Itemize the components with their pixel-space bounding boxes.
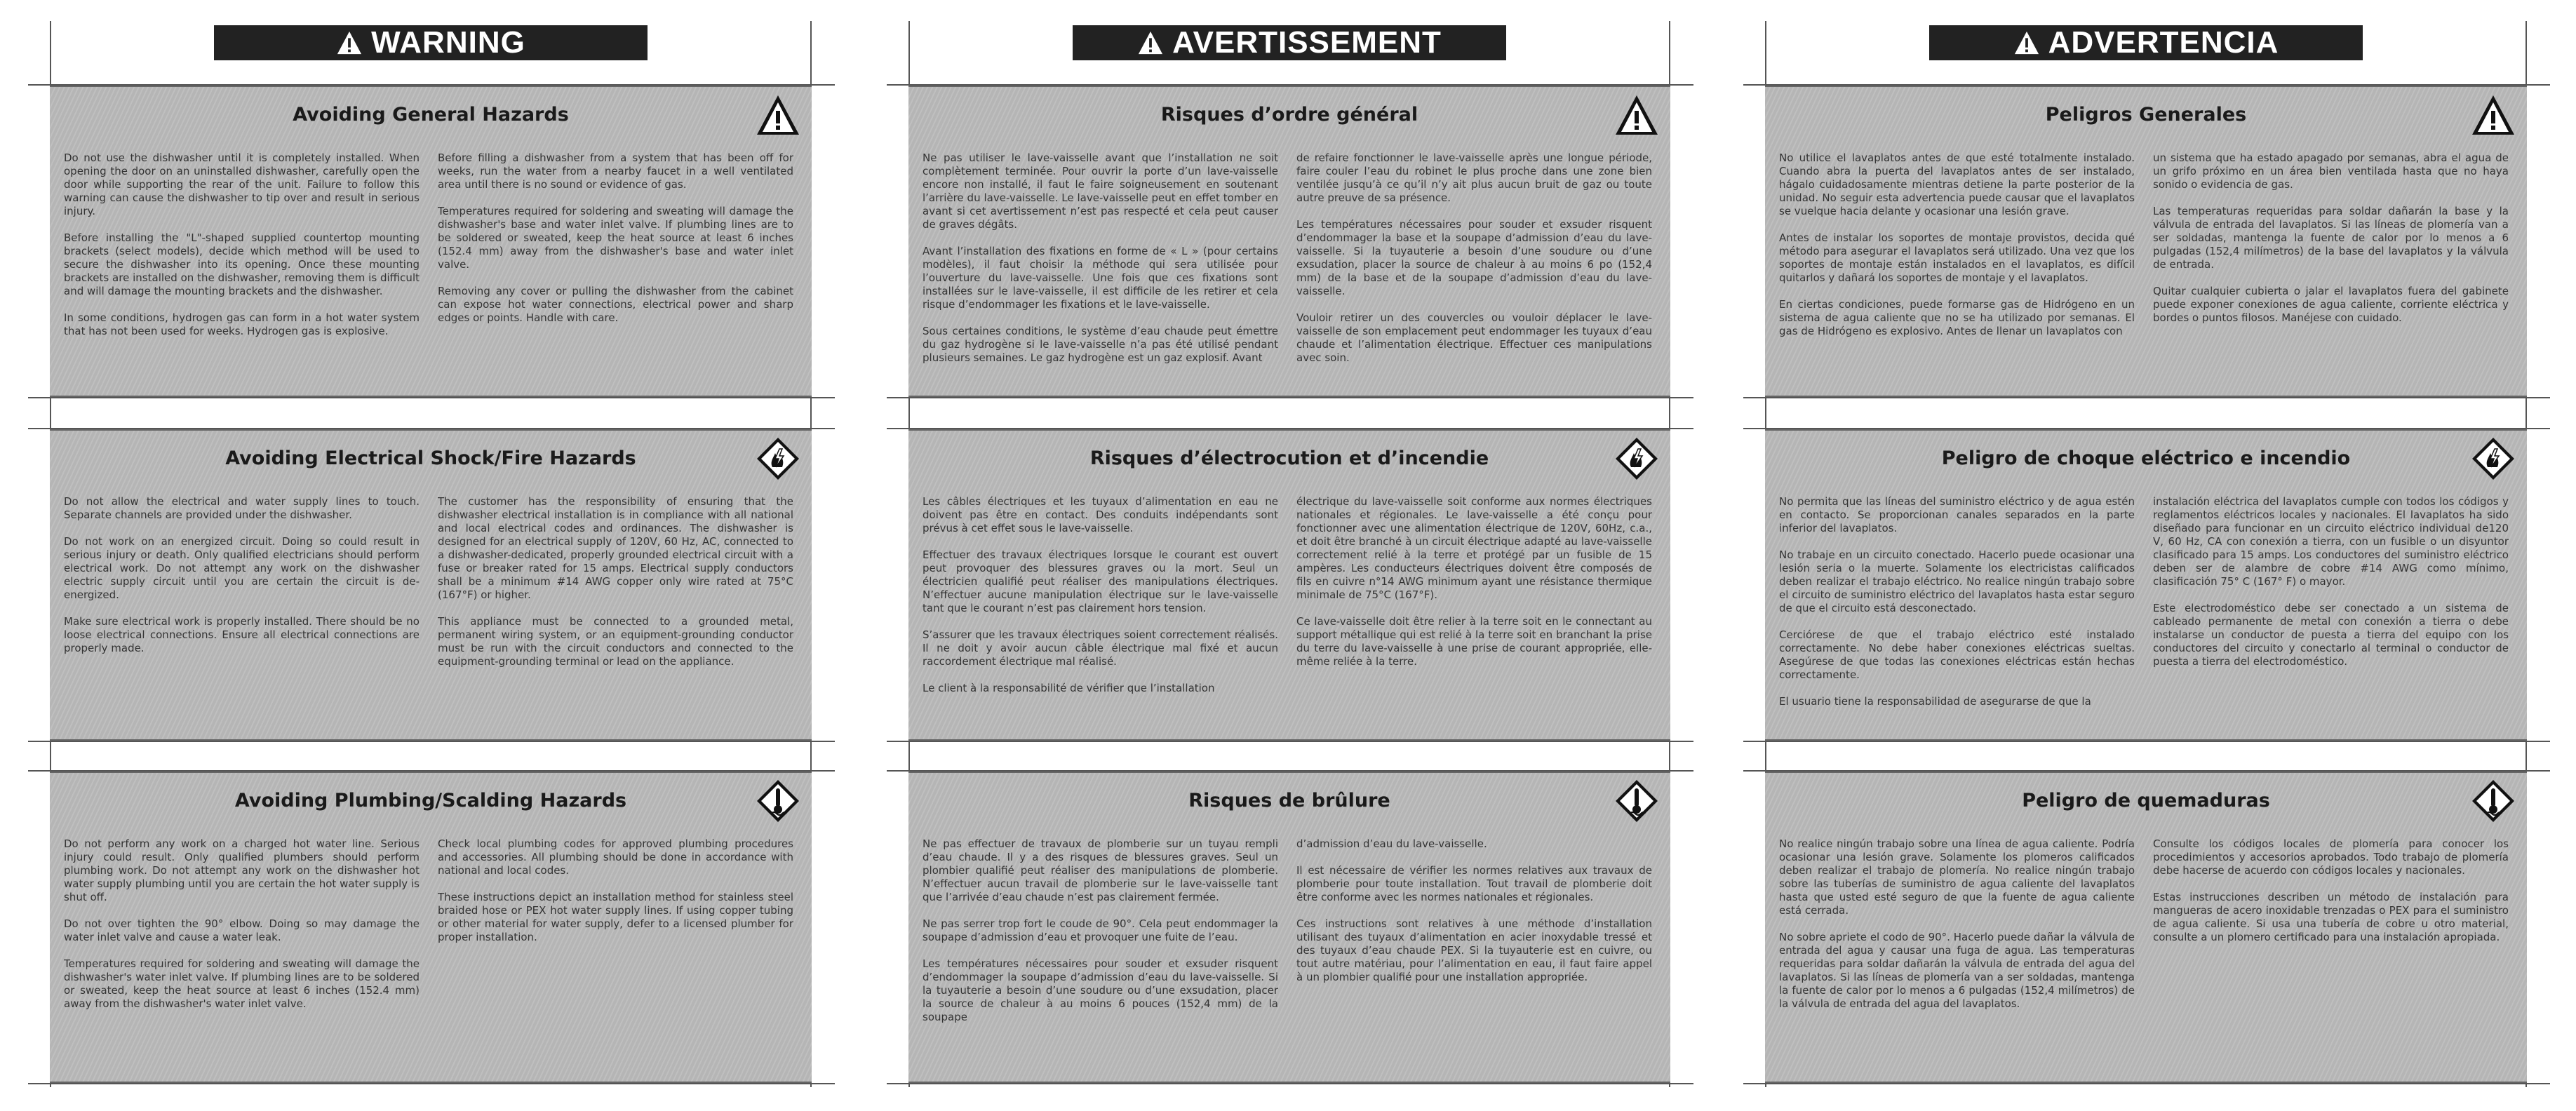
panel-general-hazards (1765, 86, 2527, 397)
panel-title: Risques d’électrocution et d’incendie (1089, 447, 1489, 469)
paragraph: Do not use the dishwasher until it is completely installed. When opening the door on an uninstalled dishwasher, carefully open the door while supporting the rear of the unit. Failure to follow this warning can cause the dishwasher to tip over and result in serious injury. (64, 152, 420, 217)
frame-line (28, 770, 835, 772)
frame-line (28, 428, 835, 429)
thermometer-icon (2471, 779, 2516, 823)
banner-title: WARNING (371, 25, 525, 60)
text-column-left (1779, 152, 2135, 383)
paragraph: The customer has the responsibility of ensuring that the dishwasher electrical installation is in compliance with all national and local electrical codes and ordinances. The dishwasher is designed for an electrical supply of 120V, 60 Hz, AC, connected to a dishwasher-dedicated, properly grounded electrical circuit with a fuse or breaker rated for 15 amps. Electrical supply conductors shall be a minimum #14 AWG copper only wire rated at 75°C (167°F) or higher. (438, 495, 793, 601)
panel-electrical-hazards (50, 429, 812, 741)
text-column-right (1296, 152, 1652, 383)
text-column-left (1779, 495, 2135, 727)
paragraph: In some conditions, hydrogen gas can form in a hot water system that has not been used for weeks. Hydrogen gas is explosive. (64, 311, 420, 337)
paragraph: Estas instrucciones describen un método de instalación para mangueras de acero inoxidable trenzadas o PEX para el suministro de agua caliente. Si usa una tubería de cobre u otro material, consulte a un plomero certificado para una instalación apropiada. (2153, 891, 2509, 943)
frame-line (1743, 741, 2550, 742)
frame-line (1743, 770, 2550, 772)
paragraph: Avant l’installation des fixations en forme de « L » (pour certains modèles), il faut choisir la méthode qui sera utilisée pour l’ouverture du lave-vaisselle. Une fois que ces fixations sont installées sur le lave-vaisselle, il est difficile de les retirer et cela risque d’endommager les fixations et le lave-vaisselle. (923, 245, 1278, 311)
warning-icon (336, 29, 363, 56)
text-column-left (923, 495, 1278, 727)
paragraph: Les câbles électriques et les tuyaux d’alimentation en eau ne doivent pas être en contact. Des conduits indépendants sont prévus à cet effet sous le lave-vaisselle. (923, 495, 1278, 534)
panel-title: Avoiding Plumbing/Scalding Hazards (234, 790, 627, 812)
paragraph: Les températures nécessaires pour souder et exsuder risquent d’endommager la soupape d’admission d’eau du lave-vaisselle. Si la tuyauterie a besoin d’une soudure ou d’une exsudation, placer la source de chaleur à au moins 6 pouces (152,4 mm) de la soupape (923, 957, 1278, 1023)
text-column-right (438, 837, 793, 1069)
paragraph: Este electrodoméstico debe ser conectado a un sistema de cableado permanente de metal con conexión a tierra o debe instalarse un conductor de puesta a tierra del equipo con los conductores del circuito y conectarlo al terminal o conductor de puesta a tierra del electrodoméstico. (2153, 602, 2509, 668)
electrical-fire-icon (756, 436, 800, 481)
text-column-right (2153, 495, 2509, 727)
panel-title: Risques de brûlure (1188, 790, 1390, 812)
warning-triangle-icon (2471, 93, 2516, 137)
text-column-right (438, 495, 793, 727)
panel-electrical-hazards (1765, 429, 2527, 741)
thermometer-icon (756, 779, 800, 823)
frame-line (28, 397, 835, 398)
panel-title: Avoiding Electrical Shock/Fire Hazards (225, 447, 636, 469)
text-column-left (923, 837, 1278, 1069)
paragraph: En ciertas condiciones, puede formarse gas de Hidrógeno en un sistema de agua caliente que no se ha utilizado por semanas. El gas de Hidrógeno es explosivo. Antes de llenar un lavaplatos con (1779, 298, 2135, 337)
paragraph: Ne pas serrer trop fort le coude de 90°. Cela peut endommager la soupape d’admission d’eau et provoquer une fuite de l’eau. (923, 917, 1278, 943)
paragraph: Before installing the "L"-shaped supplied countertop mounting brackets (select models), decide which method will be used to secure the dishwasher into its opening. Once these mounting brackets are installed on the dishwasher, removing them is difficult and will damage the mounting brackets and the dishwasher. (64, 231, 420, 297)
text-column-left (923, 152, 1278, 383)
paragraph: Las temperaturas requeridas para soldar dañarán la base y la válvula de entrada del lavaplatos. Si las líneas de plomería van a ser soldadas, mantenga la fuente de calor por lo menos a 6 pulgadas (152,4 milímetros) de la base del lavaplatos y la válvula de entrada. (2153, 205, 2509, 271)
text-column-right (1296, 837, 1652, 1069)
paragraph: Il est nécessaire de vérifier les normes relatives aux travaux de plomberie pour toute installation. Tout travail de plomberie doit être conforme avec les normes nationales et régionales. (1296, 864, 1652, 903)
panel-general-hazards (50, 86, 812, 397)
paragraph: Do not allow the electrical and water supply lines to touch. Separate channels are provided under the dishwasher. (64, 495, 420, 521)
paragraph: Consulte los códigos locales de plomería para conocer los procedimientos y accesorios aprobados. Todo trabajo de plomería debe hacerse de acuerdo con códigos locales y nacionales. (2153, 837, 2509, 877)
paragraph: Les températures nécessaires pour souder et exsuder risquent d’endommager la base et la soupape d’admission d’eau du lave-vaisselle. Si la tuyauterie a besoin d’une soudure ou d’une exsudation, placer la source de chaleur à au moins 6 po (152,4 mm) de la base et de la soupape d’admission d’eau du lave-vaisselle. (1296, 218, 1652, 297)
frame-line (1743, 397, 2550, 398)
text-column-left (64, 152, 420, 383)
paragraph: Removing any cover or pulling the dishwasher from the cabinet can expose hot water connections, electrical power and sharp edges or points. Handle with care. (438, 285, 793, 324)
frame-line (1743, 84, 2550, 86)
panel-general-hazards (908, 86, 1670, 397)
text-column-right (438, 152, 793, 383)
warning-banner (214, 25, 648, 60)
frame-line (1743, 428, 2550, 429)
panel-title: Avoiding General Hazards (293, 104, 569, 126)
banner-title: AVERTISSEMENT (1172, 25, 1442, 60)
paragraph: Sous certaines conditions, le système d’eau chaude peut émettre du gaz hydrogène si le lave-vaisselle n’a pas été utilisé pendant plusieurs semaines. Le gaz hydrogène est un gaz explosif. Avant (923, 325, 1278, 364)
panel-title: Peligro de choque eléctrico e incendio (1941, 447, 2351, 469)
frame-line (28, 1083, 835, 1084)
text-column-right (2153, 152, 2509, 383)
paragraph: No trabaje en un circuito conectado. Hacerlo puede ocasionar una lesión seria o la muerte. Solamente los electricistas calificados deben realizar el trabajo eléctrico. No realice ningún trabajo sobre el circuito de suministro eléctrico del lavaplatos hasta estar seguro de que el circuito está desconectado. (1779, 548, 2135, 614)
paragraph: Do not perform any work on a charged hot water line. Serious injury could result. Only qualified plumbers should perform plumbing work. Do not attempt any work on the dishwasher hot water supply plumbing until you are certain the hot water supply is shut off. (64, 837, 420, 903)
paragraph: électrique du lave-vaisselle soit conforme aux normes électriques nationales et régionales. Le lave-vaisselle a été conçu pour fonctionner avec une alimentation électrique de 120V, 60Hz, c.a., et doit être branché à un circuit électrique adapté au lave-vaisselle correctement relié à la terre et protégé par un fusible de 15 ampères. Les conducteurs électriques doivent être composés de fils en cuivre n°14 AWG minimum ayant une résistance thermique minimale de 75°C (167°F). (1296, 495, 1652, 601)
warning-triangle-icon (1614, 93, 1659, 137)
paragraph: Ces instructions sont relatives à une méthode d’installation utilisant des tuyaux d’alimentation en acier inoxydable tressé et des tuyaux d’eau chaude PEX. Si la tuyauterie est en cuivre, ou tout autre matériau, pour l’alimentation en eau, il faut faire appel à un plombier qualifié pour une installation appropriée. (1296, 917, 1652, 983)
paragraph: Ne pas utiliser le lave-vaisselle avant que l’installation ne soit complètement terminée. Pour ouvrir la porte d’un lave-vaisselle encore non installé, il faut le faire soigneusement en soutenant l’arrière du lave-vaisselle. Le lave-vaisselle peut en effet tomber en avant si cet avertissement n’est pas respecté et cela peut causer de graves dégâts. (923, 152, 1278, 231)
paragraph: These instructions depict an installation method for stainless steel braided hose or PEX hot water supply lines. If using copper tubing or other material for water supply, defer to a licensed plumber for proper installation. (438, 891, 793, 943)
paragraph: Le client à la responsabilité de vérifier que l’installation (923, 682, 1215, 694)
panel-plumbing-hazards (908, 772, 1670, 1083)
paragraph: Do not over tighten the 90° elbow. Doing so may damage the water inlet valve and cause a water leak. (64, 917, 420, 943)
frame-line (887, 770, 1693, 772)
paragraph: Temperatures required for soldering and sweating will damage the dishwasher's base and water inlet valve. If plumbing lines are to be soldered or sweated, keep the heat source at least 6 inches (152.4 mm) away from the dishwasher's base and water inlet valve. (438, 205, 793, 271)
electrical-fire-icon (1614, 436, 1659, 481)
paragraph: d’admission d’eau du lave-vaisselle. (1296, 837, 1487, 850)
paragraph: No sobre apriete el codo de 90°. Hacerlo puede dañar la válvula de entrada del agua y causar una fuga de agua. Las temperaturas requeridas para soldar dañarán la válvula de entrada del agua del lavaplatos. Si las líneas de plomería van a ser soldadas, mantenga la fuente de calor por lo menos a 6 pulgadas (152,4 milímetros) de la válvula de entrada del agua del lavaplatos. (1779, 931, 2135, 1010)
frame-line (28, 84, 835, 86)
paragraph: Before filling a dishwasher from a system that has been off for weeks, run the water from a nearby faucet in a well ventilated area until there is no sound or evidence of gas. (438, 152, 793, 191)
paragraph: de refaire fonctionner le lave-vaisselle après une longue période, faire couler l’eau du robinet le plus proche dans une zone bien ventilée jusqu’à ce qu’il n’y ait plus aucun bruit de gaz ou toute autre preuve de sa présence. (1296, 152, 1652, 204)
text-column-right (2153, 837, 2509, 1069)
warning-banner (1929, 25, 2363, 60)
frame-line (28, 741, 835, 742)
paragraph: Temperatures required for soldering and sweating will damage the dishwasher's water inlet valve. If plumbing lines are to be soldered or sweated, keep the heat source at least 6 inches (152.4 mm) away from the dishwasher's water inlet valve. (64, 957, 420, 1010)
panel-title: Risques d’ordre général (1160, 104, 1418, 126)
paragraph: El usuario tiene la responsabilidad de asegurarse de que la (1779, 695, 2091, 708)
paragraph: This appliance must be connected to a grounded metal, permanent wiring system, or an equipment-grounding conductor must be run with the circuit conductors and connected to the equipment-grounding terminal or lead on the appliance. (438, 615, 793, 668)
frame-line (887, 1083, 1693, 1084)
paragraph: Effectuer des travaux électriques lorsque le courant est ouvert peut provoquer des blessures graves ou la mort. Seul un électricien qualifié peut réaliser des manipulations électriques. N’effectuer aucune manipulation électrique sur le lave-vaisselle tant que le courant n’est pas clairement hors tension. (923, 548, 1278, 614)
warning-banner (1073, 25, 1506, 60)
warning-icon (2013, 29, 2040, 56)
paragraph: Do not work on an energized circuit. Doing so could result in serious injury or death. Only qualified electricians should perform electrical work. Do not attempt any work on the dishwasher electric supply circuit until you are certain the circuit is de-energized. (64, 535, 420, 601)
paragraph: No permita que las líneas del suministro eléctrico y de agua estén en contacto. Se proporcionan canales separados en la parte inferior del lavaplatos. (1779, 495, 2135, 534)
panel-electrical-hazards (908, 429, 1670, 741)
column-english (50, 0, 838, 1111)
column-spanish (1765, 0, 2553, 1111)
text-column-left (64, 495, 420, 727)
frame-line (887, 84, 1693, 86)
text-column-left (64, 837, 420, 1069)
paragraph: Make sure electrical work is properly installed. There should be no loose electrical connections. Ensure all electrical connections are properly made. (64, 615, 420, 654)
frame-line (1743, 1083, 2550, 1084)
panel-plumbing-hazards (50, 772, 812, 1083)
text-column-right (1296, 495, 1652, 727)
column-french (908, 0, 1696, 1111)
warning-icon (1137, 29, 1164, 56)
paragraph: Cerciórese de que el trabajo eléctrico esté instalado correctamente. No debe haber conexiones eléctricas sueltas. Asegúrese de que todas las conexiones eléctricas están hechas correctamente. (1779, 628, 2135, 681)
frame-line (887, 397, 1693, 398)
paragraph: instalación eléctrica del lavaplatos cumple con todos los códigos y reglamentos eléctricos locales y nacionales. El lavaplatos ha sido diseñado para funcionar en un circuito eléctrico individual de120 V, 60 Hz, CA con conexión a tierra, con un fusible o un disyuntor clasificado para 15 amps. Los conductores del suministro eléctrico deben ser de alambre de cobre #14 AWG como mínimo, clasificación 75° C (167° F) o mayor. (2153, 495, 2509, 588)
paragraph: S’assurer que les travaux électriques soient correctement réalisés. Il ne doit y avoir aucun câble électrique mal fixé et aucun raccordement électrique mal réalisé. (923, 628, 1278, 668)
paragraph: Ce lave-vaisselle doit être relier à la terre soit en le connectant au support métallique qui est relié à la terre soit en branchant la prise du terre du lave-vaisselle à une prise de courant appropriée, elle- même reliée à la terre. (1296, 615, 1652, 668)
paragraph: Vouloir retirer un des couvercles ou vouloir déplacer le lave-vaisselle de son emplacement peut endommager les tuyaux d’eau chaude et l’alimentation électrique. Effectuer ces manipulations avec soin. (1296, 311, 1652, 364)
paragraph: Ne pas effectuer de travaux de plomberie sur un tuyau rempli d’eau chaude. Il y a des risques de blessures graves. Seul un plombier qualifié peut réaliser des manipulations de plomberie. N’effectuer aucun travail de plomberie sur le lave-vaisselle tant que l’arrivée d’eau chaude n’est pas clairement fermée. (923, 837, 1278, 903)
panel-plumbing-hazards (1765, 772, 2527, 1083)
paragraph: un sistema que ha estado apagado por semanas, abra el agua de un grifo próximo en un área bien ventilada hasta que no haya sonido o evidencia de gas. (2153, 152, 2509, 191)
thermometer-icon (1614, 779, 1659, 823)
paragraph: Check local plumbing codes for approved plumbing procedures and accessories. All plumbing should be done in accordance with national and local codes. (438, 837, 793, 877)
electrical-fire-icon (2471, 436, 2516, 481)
panel-title: Peligro de quemaduras (2022, 790, 2270, 812)
paragraph: No utilice el lavaplatos antes de que esté totalmente instalado. Cuando abra la puerta del lavaplatos antes de ser instalado, hágalo cuidadosamente mientras detiene la parte posterior de la unidad. No seguir esta advertencia puede causar que el lavaplatos se vuelque hacia delante y ocasionar una lesión grave. (1779, 152, 2135, 217)
paragraph: Quitar cualquier cubierta o jalar el lavaplatos fuera del gabinete puede exponer conexiones de agua caliente, corriente eléctrica y bordes o puntos filosos. Manéjese con cuidado. (2153, 285, 2509, 324)
paragraph: No realice ningún trabajo sobre una línea de agua caliente. Podría ocasionar una lesión grave. Solamente los plomeros calificados deben realizar el trabajo de plomería. No realice ningún trabajo sobre las tuberías de suministro de agua caliente del lavaplatos hasta que usted esté seguro de que la fuente de agua caliente está cerrada. (1779, 837, 2135, 917)
frame-line (887, 741, 1693, 742)
panel-title: Peligros Generales (2045, 104, 2247, 126)
text-column-left (1779, 837, 2135, 1069)
warning-triangle-icon (756, 93, 800, 137)
frame-line (887, 428, 1693, 429)
banner-title: ADVERTENCIA (2048, 25, 2279, 60)
paragraph: Antes de instalar los soportes de montaje provistos, decida qué método para asegurar el lavaplatos será utilizado. Una vez que los soportes de montaje están instalados en el lavaplatos, es difícil quitarlos y dañará los soportes de montaje y el lavaplatos. (1779, 231, 2135, 284)
